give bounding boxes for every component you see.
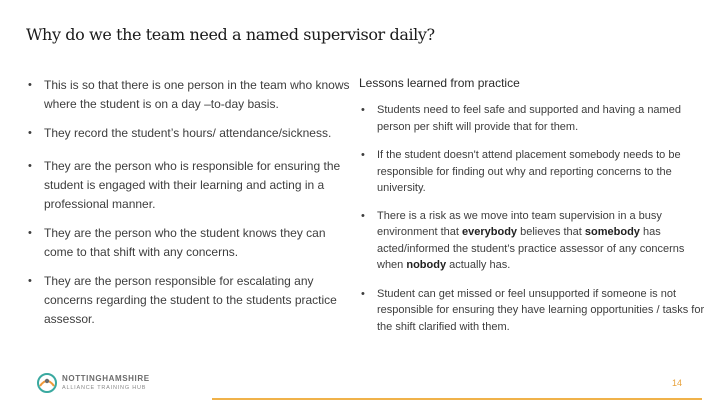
bullet-text [377, 210, 684, 272]
bullet-icon: • [28, 227, 32, 239]
list-item [26, 224, 356, 262]
logo-mark-icon [36, 372, 58, 394]
right-bullet-list [359, 102, 705, 346]
logo-line-1: NOTTINGHAMSHIRE [62, 374, 150, 383]
bullet-text: They are the person who the student knows they can come to that shift with any concerns. [44, 226, 326, 259]
list-item [26, 157, 356, 214]
footer-accent-line [212, 398, 702, 400]
list-item [26, 76, 356, 114]
bullet-text: They are the person who is responsible for ensuring the student is engaged with their learning and acting in a professional manner. [44, 159, 341, 211]
bullet-icon: • [361, 287, 365, 300]
bullet-icon: • [28, 275, 32, 287]
left-bullet-list [26, 76, 356, 339]
text-run: There is a risk as we move into team supervision in a busy environment that [377, 209, 662, 238]
emphasis-somebody: somebody [584, 226, 640, 238]
bullet-text: They record the student’s hours/ attendance/sickness. [44, 126, 332, 140]
bullet-text: Students need to feel safe and supported and having a named person per shift will provide that for them. [377, 104, 681, 133]
logo-line-2: ALLIANCE TRAINING HUB [62, 385, 147, 391]
slide-title: Why do we the team need a named supervisor daily? [26, 25, 435, 44]
list-item [359, 102, 705, 135]
emphasis-nobody: nobody [406, 259, 447, 271]
bullet-text: This is so that there is one person in the team who knows where the student is on a day –to-day basis. [44, 78, 350, 111]
list-item [26, 124, 356, 143]
list-item [26, 272, 356, 329]
bullet-icon: • [28, 127, 32, 139]
lessons-heading: Lessons learned from practice [359, 76, 520, 90]
bullet-icon: • [361, 104, 365, 116]
text-run: believes that [517, 226, 585, 238]
bullet-text: Student can get missed or feel unsupported if someone is not responsible for ensuring they have learning opportunities / tasks for the shift clarified with them. [377, 287, 705, 333]
bullet-text: They are the person responsible for escalating any concerns regarding the student to the students practice assessor. [44, 274, 337, 326]
list-item [359, 147, 705, 197]
list-item [359, 286, 705, 336]
emphasis-everybody: everybody [462, 226, 518, 238]
footer-logo [36, 370, 206, 400]
list-item [359, 208, 705, 274]
bullet-icon: • [361, 149, 365, 161]
text-run: actually has. [446, 259, 511, 271]
text-run: has acted/informed the student’s practice assessor of any concerns when [377, 226, 685, 271]
page-number: 14 [672, 378, 683, 388]
bullet-text: If the student doesn't attend placement somebody needs to be responsible for finding out why and reporting concerns to the university. [377, 149, 681, 194]
bullet-icon: • [28, 79, 32, 91]
bullet-icon: • [361, 209, 365, 222]
bullet-icon: • [28, 160, 32, 172]
